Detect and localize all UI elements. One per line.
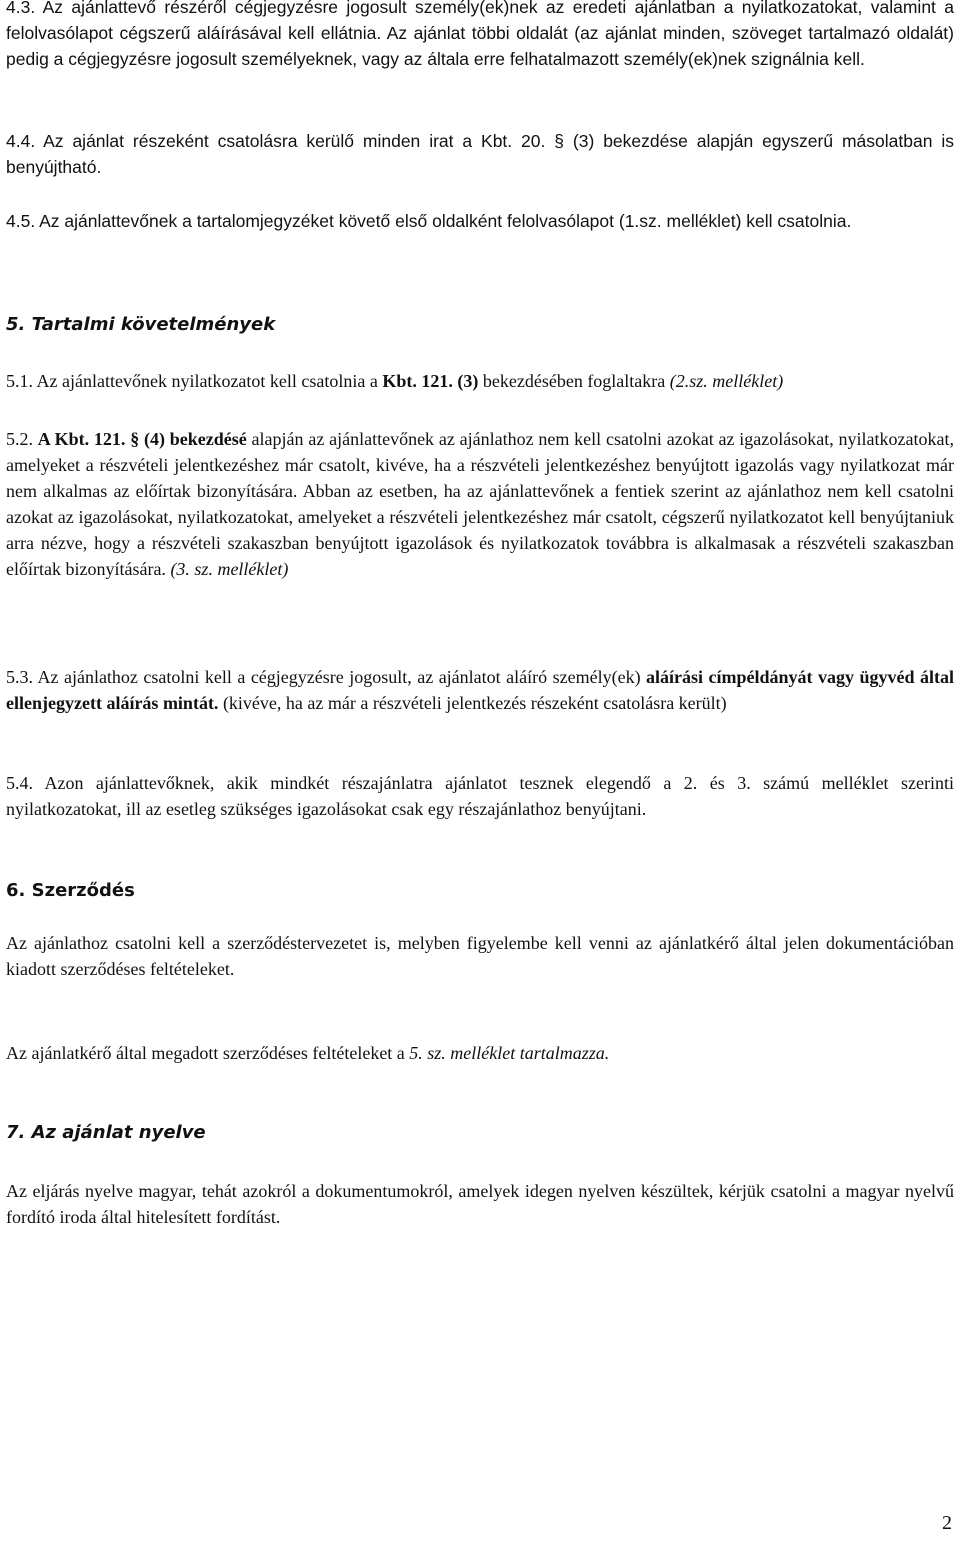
paragraph-5-3 (6, 664, 954, 716)
section-6-paragraph-1: Az ajánlathoz csatolni kell a szerződéstervezetet is, melyben figyelembe kell venni az ajánlatkérő által jelen dokumentációban kiadott szerződéses feltételeket. (6, 933, 954, 979)
p51-text-c: bekezdésében foglaltakra (478, 371, 670, 391)
section-7-paragraph-1: Az eljárás nyelve magyar, tehát azokról a dokumentumokról, amelyek idegen nyelven készültek, kérjük csatolni a magyar nyelvű fordító iroda által hitelesített fordítást. (6, 1181, 954, 1227)
section-6-paragraph-2 (6, 1040, 954, 1066)
paragraph-5-1 (6, 368, 954, 394)
p53-bold: aláírási címpéldányát vagy ügyvéd által ellenjegyzett aláírás mintát. (6, 667, 954, 713)
paragraph-4-3: 4.3. Az ajánlattevő részéről cégjegyzésre jogosult személy(ek)nek az eredeti ajánlatban a nyilatkozatokat, valamint a felolvasólapot cégszerű aláírásával kell ellátnia. Az ajánlat többi oldalát (az ajánlat minden, szöveget tartalmazó oldalát) pedig a cégjegyzésre jogosult személyeknek, vagy az általa erre felhatalmazott személy(ek)nek szignálnia kell. (6, 0, 954, 69)
s6p2-annex-ref: 5. sz. melléklet tartalmazza. (409, 1043, 610, 1063)
page-number: 2 (942, 1512, 952, 1534)
section-7-heading: 7. Az ajánlat nyelve (6, 1122, 206, 1143)
paragraph-5-4: 5.4. Azon ajánlattevőknek, akik mindkét részajánlatra ajánlatot tesznek elegendő a 2. és 3. számú melléklet szerinti nyilatkozatokat, ill az esetleg szükséges igazolásokat csak egy részajánlathoz benyújtani. (6, 773, 954, 819)
p51-annex-ref: (2.sz. melléklet) (669, 371, 784, 391)
section-5-heading: 5. Tartalmi követelmények (6, 314, 276, 335)
paragraph-4-5: 4.5. Az ajánlattevőnek a tartalomjegyzéket követő első oldalként felolvasólapot (1.sz. melléklet) kell csatolnia. (6, 211, 852, 231)
paragraph-5-2 (6, 426, 954, 582)
section-6-heading: 6. Szerződés (6, 880, 135, 901)
p53-text-a: 5.3. Az ajánlathoz csatolni kell a cégjegyzésre jogosult, az ajánlatot aláíró személy(ek) (6, 667, 647, 687)
p52-text-c: alapján az ajánlattevőnek az ajánlathoz nem kell csatolni azokat az igazolásokat, nyilatkozatokat, amelyeket a részvételi jelentkezéshez már csatolt, kivéve, ha a részvételi jelentkezéshez benyújtott igazolás vagy nyilatkozat már nem alkalmas az előírtak bizonyítására. Abban az esetben, ha az ajánlattevőnek a fentiek szerint az ajánlathoz nem kell csatolni azokat az igazolásokat, nyilatkozatokat, amelyeket a részvételi jelentkezéshez már csatolt, cégszerű nyilatkozatot kell benyújtaniuk arra nézve, hogy a részvételi szakaszban benyújtott igazolások és nyilatkozatok továbbra is alkalmasak a részvételi szakaszban előírtak bizonyítására. (6, 429, 954, 579)
paragraph-4-4: 4.4. Az ajánlat részeként csatolásra kerülő minden irat a Kbt. 20. § (3) bekezdése alapján egyszerű másolatban is benyújtható. (6, 131, 954, 177)
p52-bold: A Kbt. 121. § (4) bekezdésé (37, 429, 247, 449)
p53-text-c: (kivéve, ha az már a részvételi jelentkezés részeként csatolásra került) (218, 693, 727, 713)
p52-text-a: 5.2. (6, 429, 38, 449)
p51-text-a: 5.1. Az ajánlattevőnek nyilatkozatot kell csatolnia a (6, 371, 383, 391)
p52-annex-ref: (3. sz. melléklet) (170, 559, 289, 579)
s6p2-text-a: Az ajánlatkérő által megadott szerződéses feltételeket a (6, 1043, 410, 1063)
p51-bold: Kbt. 121. (3) (382, 371, 479, 391)
